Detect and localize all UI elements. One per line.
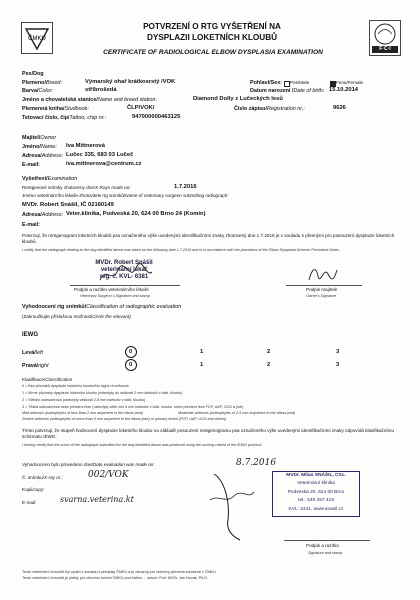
name-label [22, 97, 157, 103]
circle-note-cz: (Zakroužkujte příslušnou možnost/ [22, 314, 93, 319]
right-label-en: right [38, 363, 49, 369]
eval-confirm-en: I hereby certify that the score of the radiograph submitted for the dog identified above was produced using the scoring criteria of the IEWG protocol. [22, 443, 263, 447]
xray-date-value: 1.7.2016 [174, 184, 197, 190]
reg-label-cz: Číslo zápisu/ [234, 106, 267, 112]
color-label-cz: Barva/ [22, 88, 39, 94]
owner-signature [306, 262, 340, 284]
classification-label-cz: Klasifikace/ [22, 377, 46, 382]
owner-sign-label-en: Owner's Signature [306, 294, 337, 298]
exam-email-label: E-mail: [22, 222, 40, 228]
studbook-label [22, 106, 89, 112]
eval-email-value: svarna.veterina.kt [60, 495, 134, 504]
xray-number-label-cz: Č. snímku/ [22, 475, 44, 480]
color-value: stříbrošedá [85, 87, 117, 93]
xray-label-cz: Rentgenové snímky zhotoveny dne/ [22, 185, 96, 190]
left-grade-0[interactable]: 0 [129, 349, 133, 355]
breed-label-cz: Plemeno/ [22, 80, 46, 86]
cmku-logo [21, 22, 53, 54]
exam-address-label [22, 212, 63, 218]
tattoo-label [22, 115, 106, 121]
circle-note-en: Circle the relevant) [92, 314, 131, 319]
studbook-label-en: Studbook: [64, 106, 89, 112]
legend-en-2: Moderate arthrosis (osteophytes of 2-5 mm anywhere in the elbow joint) [178, 411, 296, 415]
owner-address-value: Lučec 335, 683 03 Lučeč [66, 152, 134, 158]
left-label [22, 350, 43, 356]
clinic-stamp-line-3: Podveská 20, 624 00 Brno [287, 489, 345, 495]
owner-section-cz: Majitel/ [22, 135, 41, 141]
xray-label [22, 185, 131, 190]
eval-date-label-en: Date evaluation was made on: [92, 462, 155, 467]
vet-stamp-line-1: MVDr. Robert Snášil [95, 260, 153, 266]
vet-sign-label-en: Veterinary Surgeon´s Signature and stamp [80, 294, 150, 298]
eval-confirm-cz: Tímto potvrzuji, že stupeň hodnocení dysplazie loketního kloubu na základě posouzení rentgenogramu psa označeného výše uvedenými identifikačními znaky odpovídá klasifikačnímu schématu IEWG. [22, 428, 395, 440]
vet-stamp-line-2: veterinární lékař [100, 267, 148, 273]
owner-name-value: Iva Mittnerová [66, 143, 105, 149]
left-grade-2[interactable]: 2 [267, 349, 271, 355]
exam-confirm-cz: Potvrzuji, že rentgenogram loketních kloubů psa označeného výše uvedenými identifikačními znaky zhotovený dne 1.7.2016 je v souladu s přesnými pro posouzení dysplazie loketních kloubů. [22, 233, 395, 245]
owner-name-label [22, 144, 57, 150]
vet-label [22, 193, 229, 198]
footer-line-1: Tento veterinární formulář byl vydán v souladu s předpisy ČMKU a je závazný pro všechny plemena sdružené v ČMKU. [22, 570, 217, 574]
owner-signature-line [286, 285, 362, 286]
svg-text:ČMKU: ČMKU [28, 36, 46, 42]
left-label-cz: Levá/ [22, 350, 36, 356]
vet-sign-label: Podpis a razítko veterinárního lékaře [74, 287, 149, 292]
fci-logo [369, 20, 401, 56]
sex-female-label: Fena/Female [336, 80, 364, 85]
vet-stamp-line-3: reg. č. KVL- 6381 [99, 274, 149, 280]
sex-label: Pohlaví/Sex: [250, 80, 283, 86]
eval-sign-label-en: Signature and stamp [308, 551, 343, 555]
legend-en-1: Mild arthrosis (osteophytes of less than 2 mm anywhere in the elbow joint) [22, 411, 143, 415]
right-grade-2[interactable]: 2 [267, 362, 271, 368]
reg-label [234, 106, 305, 112]
right-grade-circle [125, 359, 137, 371]
eval-date-value: 8.7.2016 [236, 458, 277, 468]
exam-address-value: Veter.klinika, Podveská 20, 624 00 Brno 24 (Komín) [66, 211, 206, 217]
clinic-stamp-line-2: Veterinární klinika [297, 481, 335, 487]
owner-email-label: E-mail: [22, 162, 40, 168]
studbook-value: ČLP/VOK/ [127, 105, 155, 111]
right-label-cz: Pravá/ [22, 363, 39, 369]
tattoo-label-en: Tattoo, chip nr.: [69, 115, 107, 121]
eval-section-cz: Vyhodnocení rtg snímků/ [22, 304, 87, 310]
breed-label [22, 80, 62, 86]
xray-number-label-en: X-ray nr.: [43, 475, 63, 480]
left-grade-1[interactable]: 1 [200, 349, 204, 355]
breed-value: Výmarský ohař krátkosrstý /VOK [85, 79, 176, 85]
exam-section-title [22, 176, 77, 182]
subtitle: CERTIFICATE OF RADIOLOGICAL ELBOW DYSPLASIA EXAMINATION [103, 49, 323, 56]
vet-value: MVDr. Robert Snášil, IČ 02160149 [22, 202, 114, 208]
dob-value: 15.10.2014 [329, 87, 359, 93]
studbook-label-cz: Plemenná kniha/ [22, 106, 65, 112]
copy-label-cz: Kopii/ [22, 487, 34, 492]
vet-label-en: Name of veterinary surgeon submitting radiograph: [125, 193, 229, 198]
owner-name-label-en: Name: [40, 144, 57, 150]
owner-name-label-cz: Jméno/ [22, 144, 41, 150]
tattoo-label-cz: Tetovací číslo, čip/ [22, 115, 70, 121]
exam-address-label-cz: Adresa/ [22, 212, 42, 218]
exam-section-en: Examination [47, 176, 78, 182]
dob-label-cz: Datum narození / [250, 88, 294, 94]
right-grade-1[interactable]: 1 [200, 362, 204, 368]
clinic-stamp [272, 471, 360, 517]
name-label-cz: Jméno a chovatelská stanice/ [22, 97, 98, 103]
owner-sign-label: Podpis majitele [306, 287, 338, 292]
copy-label-en: copy: [33, 487, 45, 492]
scheme-label: IEWG [22, 332, 38, 338]
fci-logo-text: F·C·I [379, 46, 391, 52]
exam-address-label-en: Address: [41, 212, 64, 218]
legend-en-3: Severe arthrosis (osteophytes of more than 5 mm anywhere in the elbow joint) or primary lesion (FCP, UAP, OCD and others) [22, 417, 227, 421]
legend-2: 2 = Střední osteoartróza (osteofyty velikosti 2-5 mm kdekoliv v lokti, kloubu) [22, 398, 146, 402]
xray-label-en: X-Rays made on: [95, 185, 131, 190]
sex-male-label: Pes/Male [290, 80, 310, 85]
xray-number-value: 002/VOK [88, 470, 129, 480]
eval-date-label [22, 462, 155, 467]
eval-date-label-cz: Vyhodnoceno bylo provedeno dne/ [22, 462, 93, 467]
dog-name-value: Diamond Dolly z Lučeckých lesů [193, 96, 283, 102]
clinic-stamp-line-1: MVDr. Milan SNÁŠIL, CSc. [286, 473, 346, 478]
title-line-1: POTVRZENÍ O RTG VYŠETŘENÍ NA [143, 22, 281, 31]
vet-label-cz: Jméno veterinárního lékaře-zhotovitele rtg snímků/ [22, 193, 126, 198]
reg-value: 9626 [333, 105, 346, 111]
vet-signature-line [70, 285, 180, 286]
exam-confirm-en: I certify that the radiograph relating to the dog identified above was taken on the following date 1.7.2016 and is in accordance with the provisions of the Elbow Dysplasia Scheme Procedure Notes. [22, 248, 340, 252]
legend-3: 3 = Těžká osteoartróza nebo primární léze (osteofyty větší než 5 mm kdekoliv v lokti, kloubu, nebo primární léze FCP, UAP, OCD a jiné) [22, 405, 244, 409]
dog-section-title: Pes/Dog [22, 71, 44, 77]
reg-label-en: Registration nr.: [266, 106, 305, 112]
copy-label [22, 487, 44, 492]
right-grade-3[interactable]: 3 [336, 362, 340, 368]
color-label [22, 88, 53, 94]
eval-sign-label: Podpis a razítko [306, 543, 339, 548]
classification-label-en: Classification [45, 377, 73, 382]
vet-signature [96, 262, 156, 286]
legend-1: 1 = Mírné příznaky dysplazie loketního kloubu (osteofyty do velikosti 2 mm kdekoliv v lokti, kloubu) [22, 391, 183, 395]
breed-label-en: Breed: [45, 80, 62, 86]
dob-label-en: Date of birth: [293, 88, 325, 94]
legend-0: 0 = Bez příznaků dysplazie loketního kloubu/No signs of arthrosis [22, 384, 129, 388]
owner-address-label-en: Address: [41, 153, 64, 159]
eval-signature-line [284, 540, 370, 541]
circle-note [22, 314, 131, 319]
owner-section-en: Owner [40, 135, 57, 141]
left-grade-3[interactable]: 3 [336, 349, 340, 355]
xray-number-label [22, 475, 63, 480]
left-label-en: left [35, 350, 43, 356]
right-label [22, 363, 49, 369]
owner-email-value: iva.mittnerova@centrum.cz [66, 161, 142, 167]
left-grade-circle [125, 346, 137, 358]
footer-line-2: Tento veterinární formulář je platný pro chovnou komisi ČMKU pod číslem ... sekce: Prof. MVDr. Jan Novák, Ph.D. [22, 576, 208, 580]
clinic-stamp-line-5: KVL: 2441, www.snasil.cz [288, 506, 344, 512]
exam-section-cz: Vyšetření/ [22, 176, 48, 182]
right-grade-0[interactable]: 0 [129, 362, 133, 368]
tattoo-value: 947000000463125 [132, 114, 181, 120]
owner-address-label [22, 153, 63, 159]
clinic-stamp-line-4: tel.: 549 257 419 [298, 498, 334, 504]
title-line-2: DYSPLAZII LOKETNÍCH KLOUBŮ [146, 33, 278, 42]
eval-section-en: Classification of radiographic evaluation [86, 304, 182, 310]
owner-section-title [22, 135, 56, 141]
owner-address-label-cz: Adresa/ [22, 153, 42, 159]
eval-section-title [22, 304, 181, 310]
eval-email-label: E-mail: [22, 500, 37, 505]
dob-label [250, 88, 324, 94]
color-label-en: Color: [38, 88, 53, 94]
name-label-en: Name and breed station: [97, 97, 157, 103]
evaluator-signature [204, 470, 260, 542]
classification-label [22, 377, 72, 382]
